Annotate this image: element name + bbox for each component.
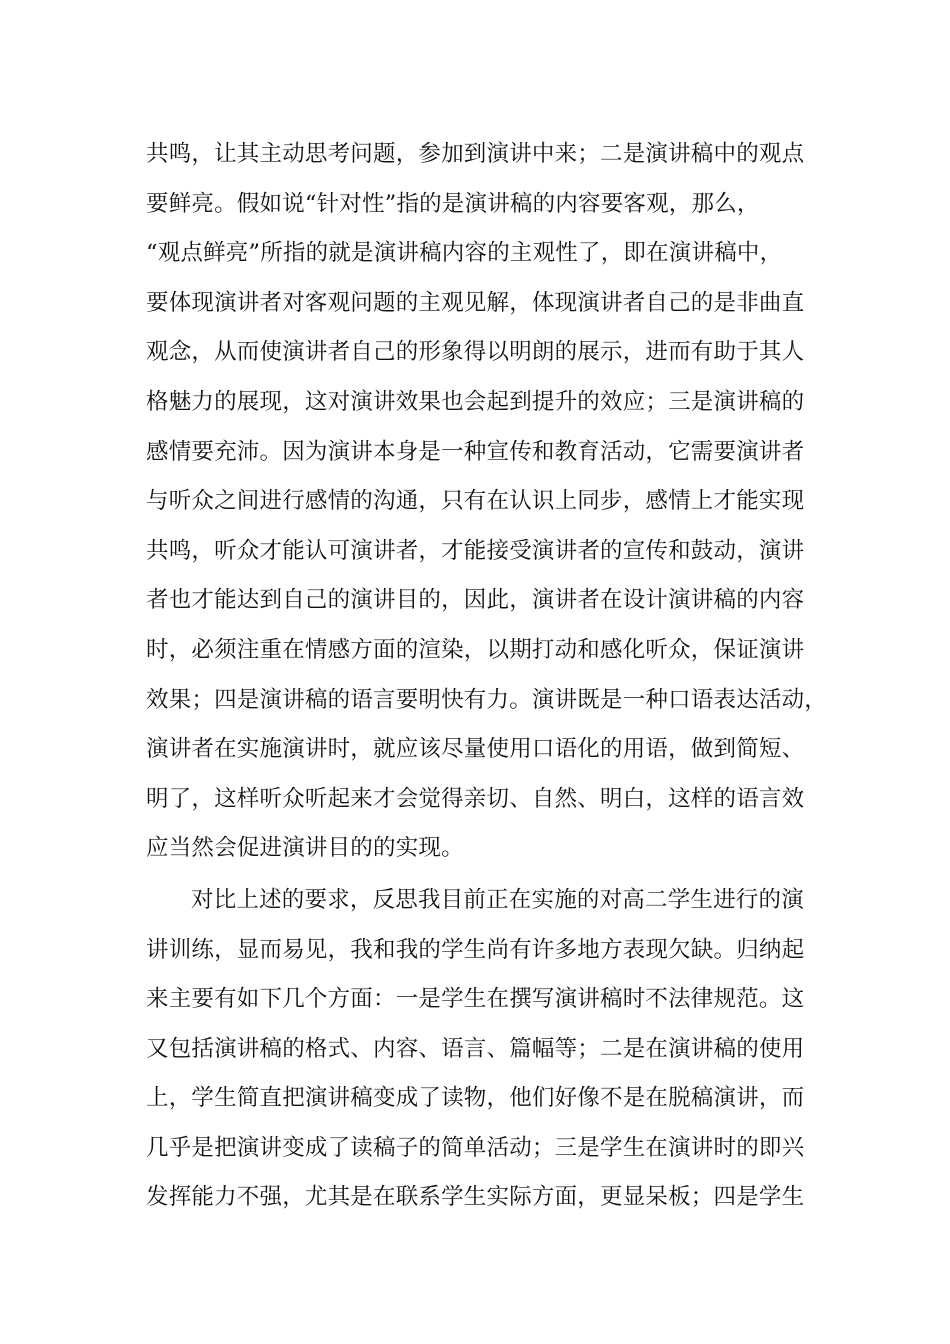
text-line: 共鸣，让其主动思考问题，参加到演讲中来；二是演讲稿中的观点 bbox=[146, 141, 805, 167]
text-line: “观点鲜亮”所指的就是演讲稿内容的主观性了，即在演讲稿中， bbox=[146, 240, 783, 267]
text-line: 格魅力的展现，这对演讲效果也会起到提升的效应；三是演讲稿的 bbox=[146, 388, 805, 415]
text-line: 效果；四是演讲稿的语言要明快有力。演讲既是一种口语表达活动， bbox=[146, 686, 828, 713]
paragraph-1 bbox=[146, 130, 826, 874]
text-line: 明了，这样听众听起来才会觉得亲切、自然、明白，这样的语言效 bbox=[146, 785, 805, 812]
text-line: 来主要有如下几个方面：一是学生在撰写演讲稿时不法律规范。这 bbox=[146, 986, 805, 1013]
text-line: 发挥能力不强，尤其是在联系学生实际方面，更显呆板；四是学生 bbox=[146, 1184, 805, 1211]
text-line: 讲训练，显而易见，我和我的学生尚有许多地方表现欠缺。归纳起 bbox=[146, 936, 805, 963]
document-body bbox=[146, 130, 826, 1223]
text-line: 上，学生简直把演讲稿变成了读物，他们好像不是在脱稿演讲，而 bbox=[146, 1085, 805, 1112]
text-line: 时，必须注重在情感方面的渲染，以期打动和感化听众，保证演讲 bbox=[146, 636, 805, 663]
paragraph-2 bbox=[146, 876, 826, 1223]
text-line: 与听众之间进行感情的沟通，只有在认识上同步，感情上才能实现 bbox=[146, 488, 805, 515]
text-line: 又包括演讲稿的格式、内容、语言、篇幅等；二是在演讲稿的使用 bbox=[146, 1035, 805, 1062]
text-line: 共鸣，听众才能认可演讲者，才能接受演讲者的宣传和鼓动，演讲 bbox=[146, 537, 805, 564]
text-line: 要体现演讲者对客观问题的主观见解，体现演讲者自己的是非曲直 bbox=[146, 289, 805, 316]
text-line-first: 对比上述的要求，反思我目前正在实施的对高二学生进行的演 bbox=[191, 886, 804, 913]
text-line: 要鲜亮。假如说“针对性”指的是演讲稿的内容要客观，那么， bbox=[146, 190, 760, 217]
text-line: 观念，从而使演讲者自己的形象得以明朗的展示，进而有助于其人 bbox=[146, 339, 805, 366]
text-line: 演讲者在实施演讲时，就应该尽量使用口语化的用语，做到简短、 bbox=[146, 736, 805, 763]
text-line: 几乎是把演讲变成了读稿子的简单活动；三是学生在演讲时的即兴 bbox=[146, 1134, 805, 1161]
text-line: 感情要充沛。因为演讲本身是一种宣传和教育活动，它需要演讲者 bbox=[146, 438, 805, 465]
text-line: 者也才能达到自己的演讲目的，因此，演讲者在设计演讲稿的内容 bbox=[146, 587, 805, 614]
text-line: 应当然会促进演讲目的的实现。 bbox=[146, 835, 464, 862]
